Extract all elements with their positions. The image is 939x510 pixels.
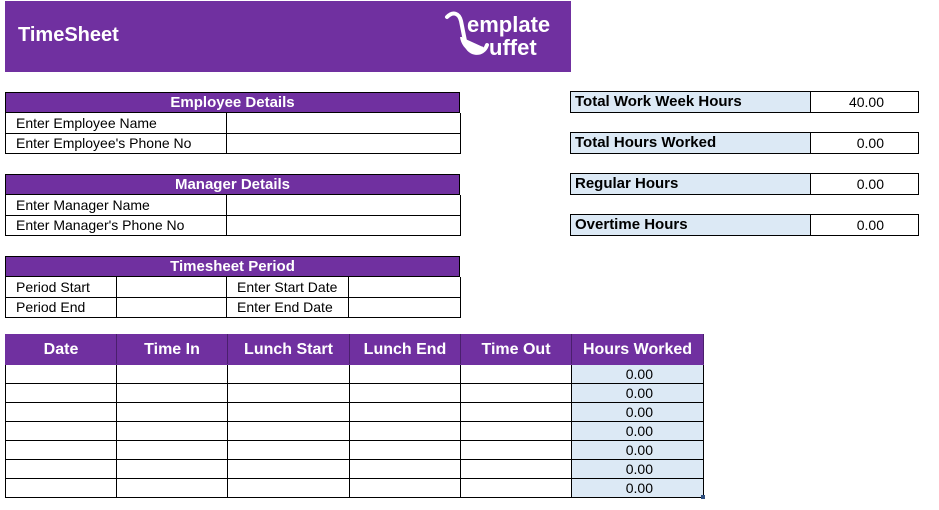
logo-text-line1: emplate — [467, 12, 551, 37]
manager-phone-label: Enter Manager's Phone No — [6, 215, 227, 235]
hours-table-body — [6, 365, 704, 498]
summary-regular-hours — [570, 173, 919, 195]
header-banner — [5, 1, 571, 72]
summary-total-hours-worked — [570, 132, 919, 154]
date-cell[interactable] — [6, 441, 117, 460]
time-in-cell[interactable] — [117, 422, 228, 441]
logo-text-line2: uffet — [489, 35, 537, 60]
employee-phone-input[interactable] — [227, 133, 461, 153]
timesheet-period-table — [5, 277, 461, 318]
period-end-row — [6, 297, 461, 317]
lunch-end-cell[interactable] — [350, 384, 461, 403]
column-header-hours-worked: Hours Worked — [572, 335, 704, 365]
manager-details-heading: Manager Details — [5, 174, 460, 195]
employee-name-row — [6, 113, 461, 133]
employee-details-block — [5, 92, 460, 154]
employee-phone-row — [6, 133, 461, 153]
time-out-cell[interactable] — [461, 403, 572, 422]
table-row — [6, 365, 704, 384]
time-out-cell[interactable] — [461, 384, 572, 403]
period-end-input[interactable] — [117, 297, 227, 317]
hours-worked-cell: 0.00 — [572, 479, 704, 498]
lunch-start-cell[interactable] — [228, 479, 350, 498]
column-header-time-in: Time In — [117, 335, 228, 365]
hours-worked-cell: 0.00 — [572, 365, 704, 384]
lunch-start-cell[interactable] — [228, 441, 350, 460]
timesheet-period-heading: Timesheet Period — [5, 256, 460, 277]
lunch-start-cell[interactable] — [228, 384, 350, 403]
date-cell[interactable] — [6, 422, 117, 441]
page-title: TimeSheet — [18, 24, 119, 46]
column-header-time-out: Time Out — [461, 335, 572, 365]
date-cell[interactable] — [6, 460, 117, 479]
column-header-date: Date — [6, 335, 117, 365]
summary-total-work-week — [570, 91, 919, 113]
lunch-start-cell[interactable] — [228, 403, 350, 422]
template-buffet-logo-graphic — [443, 7, 571, 63]
manager-details-block — [5, 174, 460, 236]
lunch-end-cell[interactable] — [350, 479, 461, 498]
lunch-end-cell[interactable] — [350, 403, 461, 422]
regular-hours-label: Regular Hours — [571, 174, 811, 194]
period-start-row — [6, 277, 461, 297]
time-in-cell[interactable] — [117, 365, 228, 384]
time-out-cell[interactable] — [461, 365, 572, 384]
manager-phone-input[interactable] — [227, 215, 461, 235]
time-out-cell[interactable] — [461, 422, 572, 441]
hours-table — [5, 334, 704, 498]
hours-table-wrapper — [5, 334, 704, 498]
table-resize-handle[interactable] — [701, 495, 705, 499]
table-row — [6, 422, 704, 441]
hours-table-header — [6, 335, 704, 365]
total-hours-worked-label: Total Hours Worked — [571, 133, 811, 153]
time-in-cell[interactable] — [117, 460, 228, 479]
total-work-week-label: Total Work Week Hours — [571, 92, 811, 112]
date-cell[interactable] — [6, 479, 117, 498]
lunch-start-cell[interactable] — [228, 365, 350, 384]
manager-name-row — [6, 195, 461, 215]
time-out-cell[interactable] — [461, 460, 572, 479]
hours-worked-cell: 0.00 — [572, 384, 704, 403]
time-in-cell[interactable] — [117, 384, 228, 403]
time-out-cell[interactable] — [461, 441, 572, 460]
lunch-end-cell[interactable] — [350, 365, 461, 384]
overtime-hours-value[interactable]: 0.00 — [811, 215, 918, 235]
template-buffet-logo — [443, 7, 571, 63]
overtime-hours-label: Overtime Hours — [571, 215, 811, 235]
lunch-start-cell[interactable] — [228, 422, 350, 441]
date-cell[interactable] — [6, 365, 117, 384]
time-out-cell[interactable] — [461, 479, 572, 498]
table-row — [6, 479, 704, 498]
employee-name-input[interactable] — [227, 113, 461, 133]
period-start-input[interactable] — [117, 277, 227, 297]
period-start-label: Period Start — [6, 277, 117, 297]
total-work-week-value[interactable]: 40.00 — [811, 92, 918, 112]
date-cell[interactable] — [6, 403, 117, 422]
table-row — [6, 403, 704, 422]
hours-worked-cell: 0.00 — [572, 422, 704, 441]
end-date-hint: Enter End Date — [227, 297, 349, 317]
period-end-label: Period End — [6, 297, 117, 317]
end-date-input[interactable] — [349, 297, 461, 317]
table-row — [6, 441, 704, 460]
column-header-lunch-start: Lunch Start — [228, 335, 350, 365]
lunch-end-cell[interactable] — [350, 422, 461, 441]
employee-details-heading: Employee Details — [5, 92, 460, 113]
hours-worked-cell: 0.00 — [572, 403, 704, 422]
start-date-input[interactable] — [349, 277, 461, 297]
time-in-cell[interactable] — [117, 403, 228, 422]
time-in-cell[interactable] — [117, 479, 228, 498]
manager-name-label: Enter Manager Name — [6, 195, 227, 215]
employee-details-table — [5, 113, 461, 154]
regular-hours-value[interactable]: 0.00 — [811, 174, 918, 194]
column-header-lunch-end: Lunch End — [350, 335, 461, 365]
manager-phone-row — [6, 215, 461, 235]
start-date-hint: Enter Start Date — [227, 277, 349, 297]
manager-details-table — [5, 195, 461, 236]
lunch-end-cell[interactable] — [350, 460, 461, 479]
hours-worked-cell: 0.00 — [572, 460, 704, 479]
timesheet-period-block — [5, 256, 460, 318]
total-hours-worked-value[interactable]: 0.00 — [811, 133, 918, 153]
table-row — [6, 460, 704, 479]
lunch-end-cell[interactable] — [350, 441, 461, 460]
employee-phone-label: Enter Employee's Phone No — [6, 133, 227, 153]
table-row — [6, 384, 704, 403]
date-cell[interactable] — [6, 384, 117, 403]
time-in-cell[interactable] — [117, 441, 228, 460]
employee-name-label: Enter Employee Name — [6, 113, 227, 133]
hours-worked-cell: 0.00 — [572, 441, 704, 460]
summary-overtime-hours — [570, 214, 919, 236]
lunch-start-cell[interactable] — [228, 460, 350, 479]
manager-name-input[interactable] — [227, 195, 461, 215]
